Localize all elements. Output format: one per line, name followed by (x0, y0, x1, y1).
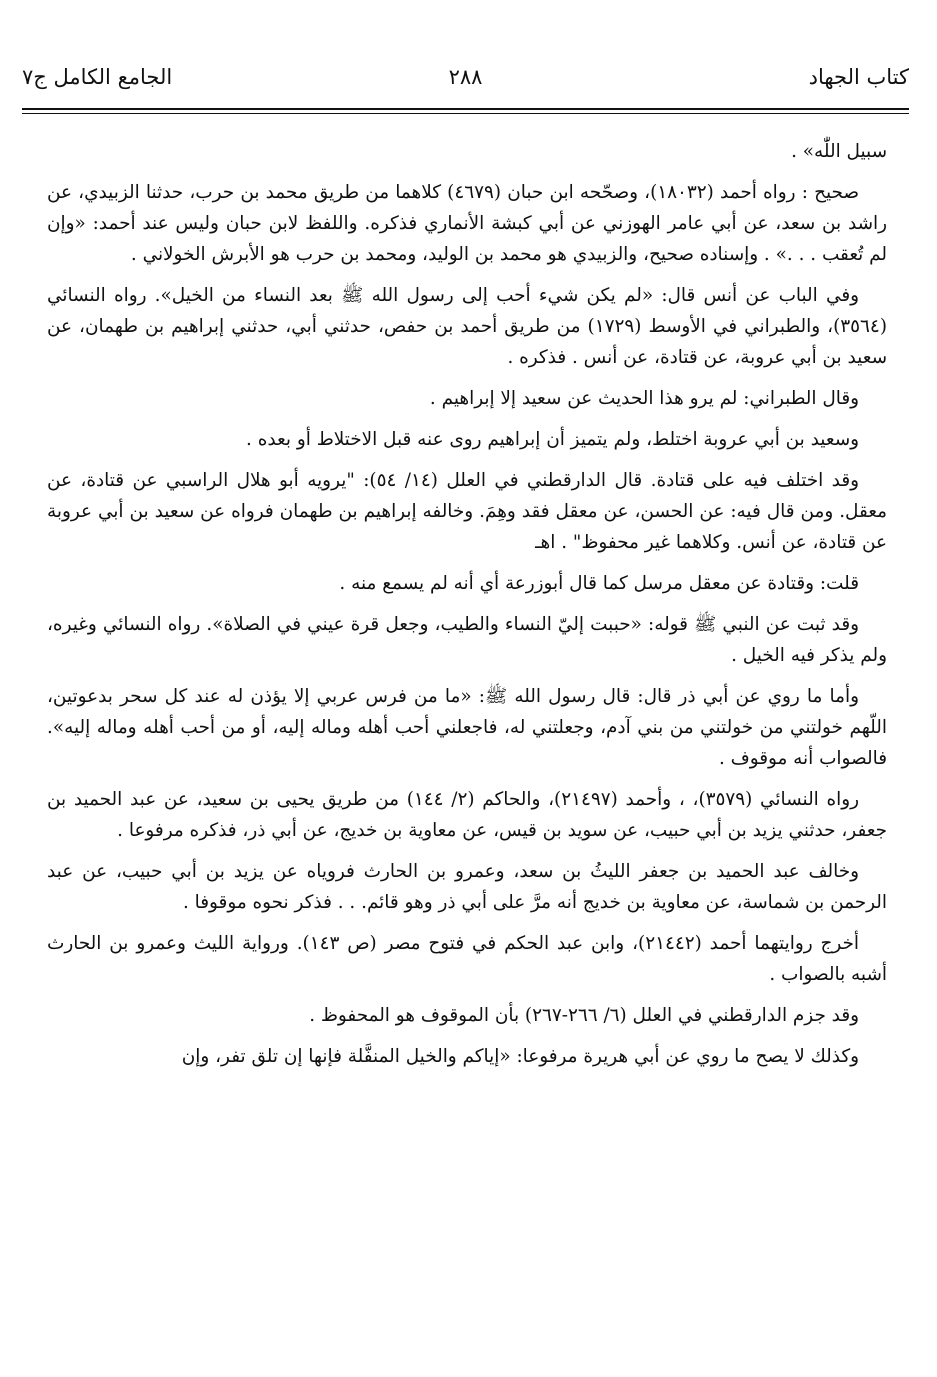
paragraph: وسعيد بن أبي عروبة اختلط، ولم يتميز أن إبراهيم روى عنه قبل الاختلاط أو بعده . (246, 429, 859, 450)
paragraph: صحيح : رواه أحمد (١٨٠٣٢)، وصحّحه ابن حبان (٤٦٧٩) كلاهما من طريق محمد بن حرب، حدثنا الزبيدي، عن راشد بن سعد، عن أبي عامر الهوزني عن أبي كبشة الأنماري فذكره. واللفظ لابن حبان وليس عند أحمد: «وإن لم تُعقب . . .» . وإسناده صحيح، والزبيدي هو محمد بن الوليد، ومحمد بن حرب هو الأبرش الخولاني . (47, 182, 887, 265)
header-rule-thin (22, 113, 909, 114)
paragraph: وقد اختلف فيه على قتادة. قال الدارقطني في العلل (١٤/ ٥٤): "يرويه أبو هلال الراسبي عن قتادة، عن معقل. ومن قال فيه: عن الحسن، عن معقل فقد وهِمَ. وخالفه إبراهيم بن طهمان فرواه عن سعيد بن أبي عروبة عن قتادة، عن أنس. وكلاهما غير محفوظ" . اهـ (47, 470, 887, 553)
paragraph: وخالف عبد الحميد بن جعفر الليثُ بن سعد، وعمرو بن الحارث فروياه عن يزيد بن أبي حبيب، عن عبد الرحمن بن شماسة، عن معاوية بن خديج أنه مرَّ على أبي ذر وهو قائم. . . فذكر نحوه موقوفا . (47, 861, 887, 913)
running-header (22, 62, 909, 98)
chapter-title: كتاب الجهاد (808, 65, 909, 89)
paragraph: وفي الباب عن أنس قال: «لم يكن شيء أحب إلى رسول الله ﷺ بعد النساء من الخيل». رواه النسائي (٣٥٦٤)، والطبراني في الأوسط (١٧٢٩) من طريق أحمد بن حفص، حدثني أبي، حدثني إبراهيم بن طهمان، عن سعيد بن أبي عروبة، عن قتادة، عن أنس . فذكره . (47, 285, 887, 368)
paragraph: وأما ما روي عن أبي ذر قال: قال رسول الله ﷺ: «ما من فرس عربي إلا يؤذن له عند كل سحر بدعوتين، اللّهم خولتني من خولتني من بني آدم، وجعلتني له، فاجعلني أحب أهله وماله إليه، أو من أحب أهله وماله إليه». فالصواب أنه موقوف . (47, 686, 887, 769)
paragraph: رواه النسائي (٣٥٧٩)، ، وأحمد (٢١٤٩٧)، والحاكم (٢/ ١٤٤) من طريق يحيى بن سعيد، عن عبد الحميد بن جعفر، حدثني يزيد بن أبي حبيب، عن سويد بن قيس، عن معاوية بن خديج، عن أبي ذر، فذكره مرفوعا . (47, 789, 887, 841)
header-rule (22, 108, 909, 110)
page-number: ٢٨٨ (448, 65, 483, 89)
book-title: الجامع الكامل ج٧ (22, 65, 173, 89)
paragraph: وكذلك لا يصح ما روي عن أبي هريرة مرفوعا: «إياكم والخيل المنفَّلة فإنها إن تلق تفر، وإن (181, 1046, 859, 1067)
paragraph: أخرج روايتهما أحمد (٢١٤٤٢)، وابن عبد الحكم في فتوح مصر (ص ١٤٣). ورواية الليث وعمرو بن الحارث أشبه بالصواب . (47, 933, 887, 985)
paragraph: وقد جزم الدارقطني في العلل (٦/ ٢٦٦-٢٦٧) بأن الموقوف هو المحفوظ . (309, 1005, 859, 1026)
paragraph: سبيل اللّٰه» . (791, 141, 887, 162)
paragraph: وقال الطبراني: لم يرو هذا الحديث عن سعيد إلا إبراهيم . (429, 388, 859, 409)
paragraph: وقد ثبت عن النبي ﷺ قوله: «حببت إليّ النساء والطيب، وجعل قرة عيني في الصلاة». رواه النسائي وغيره، ولم يذكر فيه الخيل . (47, 614, 887, 666)
paragraph: قلت: وقتادة عن معقل مرسل كما قال أبوزرعة أي أنه لم يسمع منه . (339, 573, 859, 594)
page-body (47, 136, 887, 1082)
